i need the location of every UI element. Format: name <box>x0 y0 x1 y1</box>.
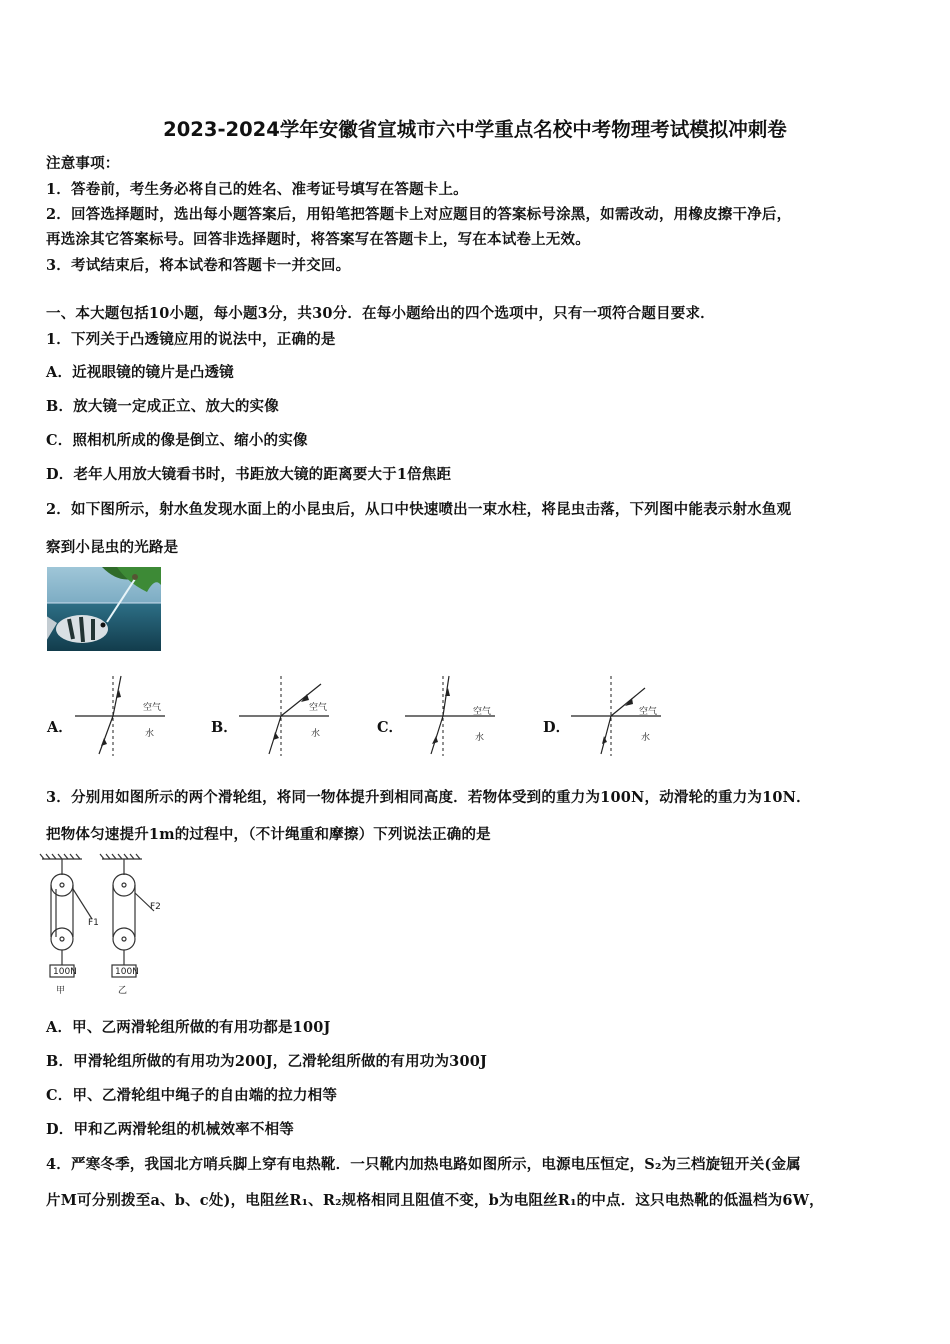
q1-option-a: A．近视眼镜的镜片是凸透镜 <box>46 364 234 381</box>
notice-item: 2．回答选择题时，选出每小题答案后，用铅笔把答题卡上对应题目的答案标号涂黑，如需改动，用橡皮擦干净后， <box>46 206 792 223</box>
q4-stem: 片M可分别拨至a、b、c处)，电阻丝R₁、R₂规格相同且阻值不变，b为电阻丝R₁的中点．这只电热靴的低温档为6W， <box>46 1192 824 1209</box>
q1-option-d: D．老年人用放大镜看书时，书距放大镜的距离要大于1倍焦距 <box>46 466 452 483</box>
exam-title: 2023-2024学年安徽省宣城市六中学重点名校中考物理考试模拟冲刺卷 <box>163 118 787 141</box>
q4-stem: 4．严寒冬季，我国北方哨兵脚上穿有电热靴．一只靴内加热电路如图所示，电源电压恒定，S₂为三档旋钮开关(金属 <box>46 1156 801 1173</box>
q3-option-d: D．甲和乙两滑轮组的机械效率不相等 <box>46 1121 294 1138</box>
q1-option-b: B．放大镜一定成正立、放大的实像 <box>46 398 279 415</box>
q3-option-b: B．甲滑轮组所做的有用功为200J，乙滑轮组所做的有用功为300J <box>46 1053 488 1070</box>
air-label: 空气 <box>143 703 162 713</box>
notice-heading: 注意事项： <box>46 155 120 172</box>
load-right-label: 100N <box>115 967 139 977</box>
pulley-yi-label: 乙 <box>118 986 128 996</box>
load-left-label: 100N <box>53 967 77 977</box>
q2-stem: 察到小昆虫的光路是 <box>46 539 179 556</box>
light-path-diagram-d <box>569 672 669 758</box>
q2-stem: 2．如下图所示，射水鱼发现水面上的小昆虫后，从口中快速喷出一束水柱，将昆虫击落，下列图中能表示射水鱼观 <box>46 501 792 518</box>
q2-option-b-label: B． <box>211 719 238 736</box>
water-label: 水 <box>311 729 321 739</box>
pulley-systems-figure <box>38 853 168 999</box>
water-label: 水 <box>475 733 485 743</box>
air-label: 空气 <box>473 707 492 717</box>
air-label: 空气 <box>309 703 328 713</box>
q3-stem: 3．分别用如图所示的两个滑轮组，将同一物体提升到相同高度．若物体受到的重力为100N，动滑轮的重力为10N． <box>46 789 811 806</box>
pulley-jia-label: 甲 <box>56 986 66 996</box>
notice-item: 1．答卷前，考生务必将自己的姓名、准考证号填写在答题卡上。 <box>46 181 468 198</box>
section-heading: 一、本大题包括10小题，每小题3分，共30分．在每小题给出的四个选项中，只有一项符合题目要求． <box>46 305 715 322</box>
air-label: 空气 <box>639 707 658 717</box>
q2-option-a-label: A． <box>47 719 73 736</box>
archer-fish-photo <box>47 567 161 651</box>
water-label: 水 <box>145 729 155 739</box>
light-path-diagram-b <box>237 672 337 758</box>
q1-option-c: C．照相机所成的像是倒立、缩小的实像 <box>46 432 308 449</box>
water-label: 水 <box>641 733 651 743</box>
q3-option-a: A．甲、乙两滑轮组所做的有用功都是100J <box>46 1019 331 1036</box>
notice-item: 3．考试结束后，将本试卷和答题卡一并交回。 <box>46 257 351 274</box>
light-path-diagram-c <box>403 672 503 758</box>
light-path-diagram-a <box>73 672 173 758</box>
q3-stem: 把物体匀速提升1m的过程中，（不计绳重和摩擦）下列说法正确的是 <box>46 826 491 843</box>
q2-option-d-label: D． <box>543 719 571 736</box>
notice-item: 再选涂其它答案标号。回答非选择题时，将答案写在答题卡上，写在本试卷上无效。 <box>46 231 590 248</box>
q1-stem: 1．下列关于凸透镜应用的说法中，正确的是 <box>46 331 336 348</box>
q3-option-c: C．甲、乙滑轮组中绳子的自由端的拉力相等 <box>46 1087 338 1104</box>
force-f1-label: F1 <box>88 918 99 928</box>
q2-option-c-label: C． <box>377 719 404 736</box>
force-f2-label: F2 <box>150 902 161 912</box>
